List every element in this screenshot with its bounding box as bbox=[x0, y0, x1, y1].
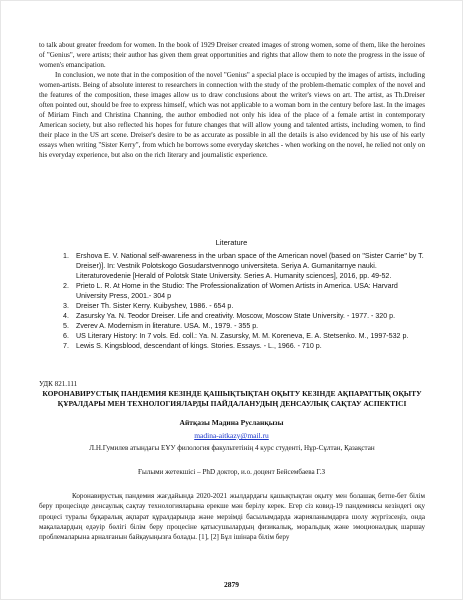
reference-number: 7. bbox=[63, 342, 69, 350]
reference-item bbox=[39, 301, 425, 311]
reference-text: Ershova E. V. National self-awareness in the urban space of the American novel (based on "Sister Carrie" by T. Dreiser)]. In: Vestnik Polotskogo Gosudarstvennogo universiteta. Seriya A. Gumanitarnye nauki. Literaturovedenie [Herald of Polotsk State University. Series A. Humanity sciences], 2016, pp. 49-52. bbox=[76, 252, 424, 280]
reference-text: Dreiser Th. Sister Kerry. Kuibyshev, 1986. - 654 p. bbox=[76, 302, 234, 310]
article-body-paragraph: Коронавирустық пандемия жағдайында 2020-2021 жылдардағы қашықтықтан оқыту мен болашақ бетпе-бет білім беру процесінде денсаулық сақтау технологияларына ерекше мән берілу керек. Егер сіз ковид-19 пандемиясы кезіндегі оқу процесі туралы бұқаралық ақпарат құралдарында және мерзімді басылымдарда жарияланымдарға шолу жүргізсеңіз, онда мақалалардың едәуір бөлігі білім беру процесіне қатысушылардың физикалық, моральдық және эмоционалдық шаршау проблемаларына арналғанын байқауыңызға болады. [1], [2] Бұл ішінара білім беру bbox=[39, 492, 425, 542]
body-text bbox=[39, 40, 425, 160]
body-paragraph: to talk about greater freedom for women. In the book of 1929 Dreiser created images of strong women, some of them, like the heroines of "Genius", were artists; their author has given them great opportunities and rights that allow them to note the progress in the issue of women's emancipation. bbox=[39, 41, 425, 69]
reference-text: Zasursky Ya. N. Teodor Dreiser. Life and creativity. Moscow, Moscow State University. - 1977. - 320 p. bbox=[76, 312, 396, 320]
scientific-supervisor: Ғылыми жетекшісі – PhD доктор, и.о. доцент Бейсембаева Г.З bbox=[137, 468, 326, 476]
udc-code: УДК 821.111 bbox=[39, 380, 78, 388]
reference-number: 3. bbox=[63, 302, 69, 310]
reference-item bbox=[39, 341, 425, 351]
reference-item bbox=[39, 251, 425, 281]
literature-heading: Literature bbox=[215, 238, 248, 247]
reference-number: 4. bbox=[63, 312, 69, 320]
reference-item bbox=[39, 281, 425, 301]
reference-text: Zverev A. Modernism in literature. USA. M., 1979. - 355 p. bbox=[76, 322, 259, 330]
author-email-link[interactable]: madina-aitkazy@mail.ru bbox=[194, 431, 269, 440]
body-paragraph: In conclusion, we note that in the composition of the novel "Genius" a special place is occupied by the images of artists, including women-artists. Being of absolute interest to researchers in connection with the study of the problem-thematic complex of the novel and the features of the composition, these images allow us to draw conclusions about the writer's views on art. The artist, as Th.Dreiser often pointed out, should be free to express himself, which was not applicable to a woman born in the century before last. In the images of Miriam Finch and Christina Channing, the author embodied not only his idea of the place of a female artist in contemporary American society, but also reflected his hopes for future changes that will allow young and talented artists, including women, to find their place in the US art scene. Dreiser's desire to be as accurate as possible in all the details is also evidenced by his use of his early essays when writing "Sister Kerry", from which he borrows some everyday sketches - when working on the novel, he relied not only on his everyday experience, but also on the rich literary and journalistic experience. bbox=[39, 71, 425, 159]
article-title: КОРОНАВИРУСТЫҚ ПАНДЕМИЯ КЕЗІНДЕ ҚАШЫҚТЫҚТАН ОҚЫТУ КЕЗІНДЕ АҚПАРАТТЫҚ ОҚЫТУ ҚҰРАЛДАРЫ МЕН ТЕХНОЛОГИЯЛАРДЫ ПАЙДАЛАНУДЫҢ ДЕНСАУЛЫҚ САҚТАУ АСПЕКТІСІ bbox=[42, 389, 422, 409]
reference-text: US Literary History: In 7 vols. Ed. coll.: Ya. N. Zasursky, M. M. Koreneva, E. A. Stetsenko. M., 1997-532 p. bbox=[76, 332, 409, 340]
reference-text: Lewis S. Kingsblood, descendant of kings. Stories. Essays. - L., 1966. - 710 p. bbox=[76, 342, 322, 350]
reference-number: 1. bbox=[63, 252, 69, 260]
reference-number: 6. bbox=[63, 332, 69, 340]
reference-item bbox=[39, 321, 425, 331]
author-name: Айтқазы Мадина Русланқызы bbox=[179, 418, 284, 427]
reference-number: 2. bbox=[63, 282, 69, 290]
page-number: 2879 bbox=[224, 580, 239, 589]
reference-text: Prieto L. R. At Home in the Studio: The Professionalization of Women Artists in America. USA: Harvard University Press, 2001.- 304 p bbox=[76, 282, 398, 300]
reference-item bbox=[39, 331, 425, 341]
reference-number: 5. bbox=[63, 322, 69, 330]
reference-item bbox=[39, 311, 425, 321]
reference-list bbox=[39, 251, 425, 351]
author-affiliation: Л.Н.Гумилев атындағы ЕҰУ филология факультетінің 4 курс студенті, Нұр-Сұлтан, Қазақстан bbox=[89, 444, 375, 452]
